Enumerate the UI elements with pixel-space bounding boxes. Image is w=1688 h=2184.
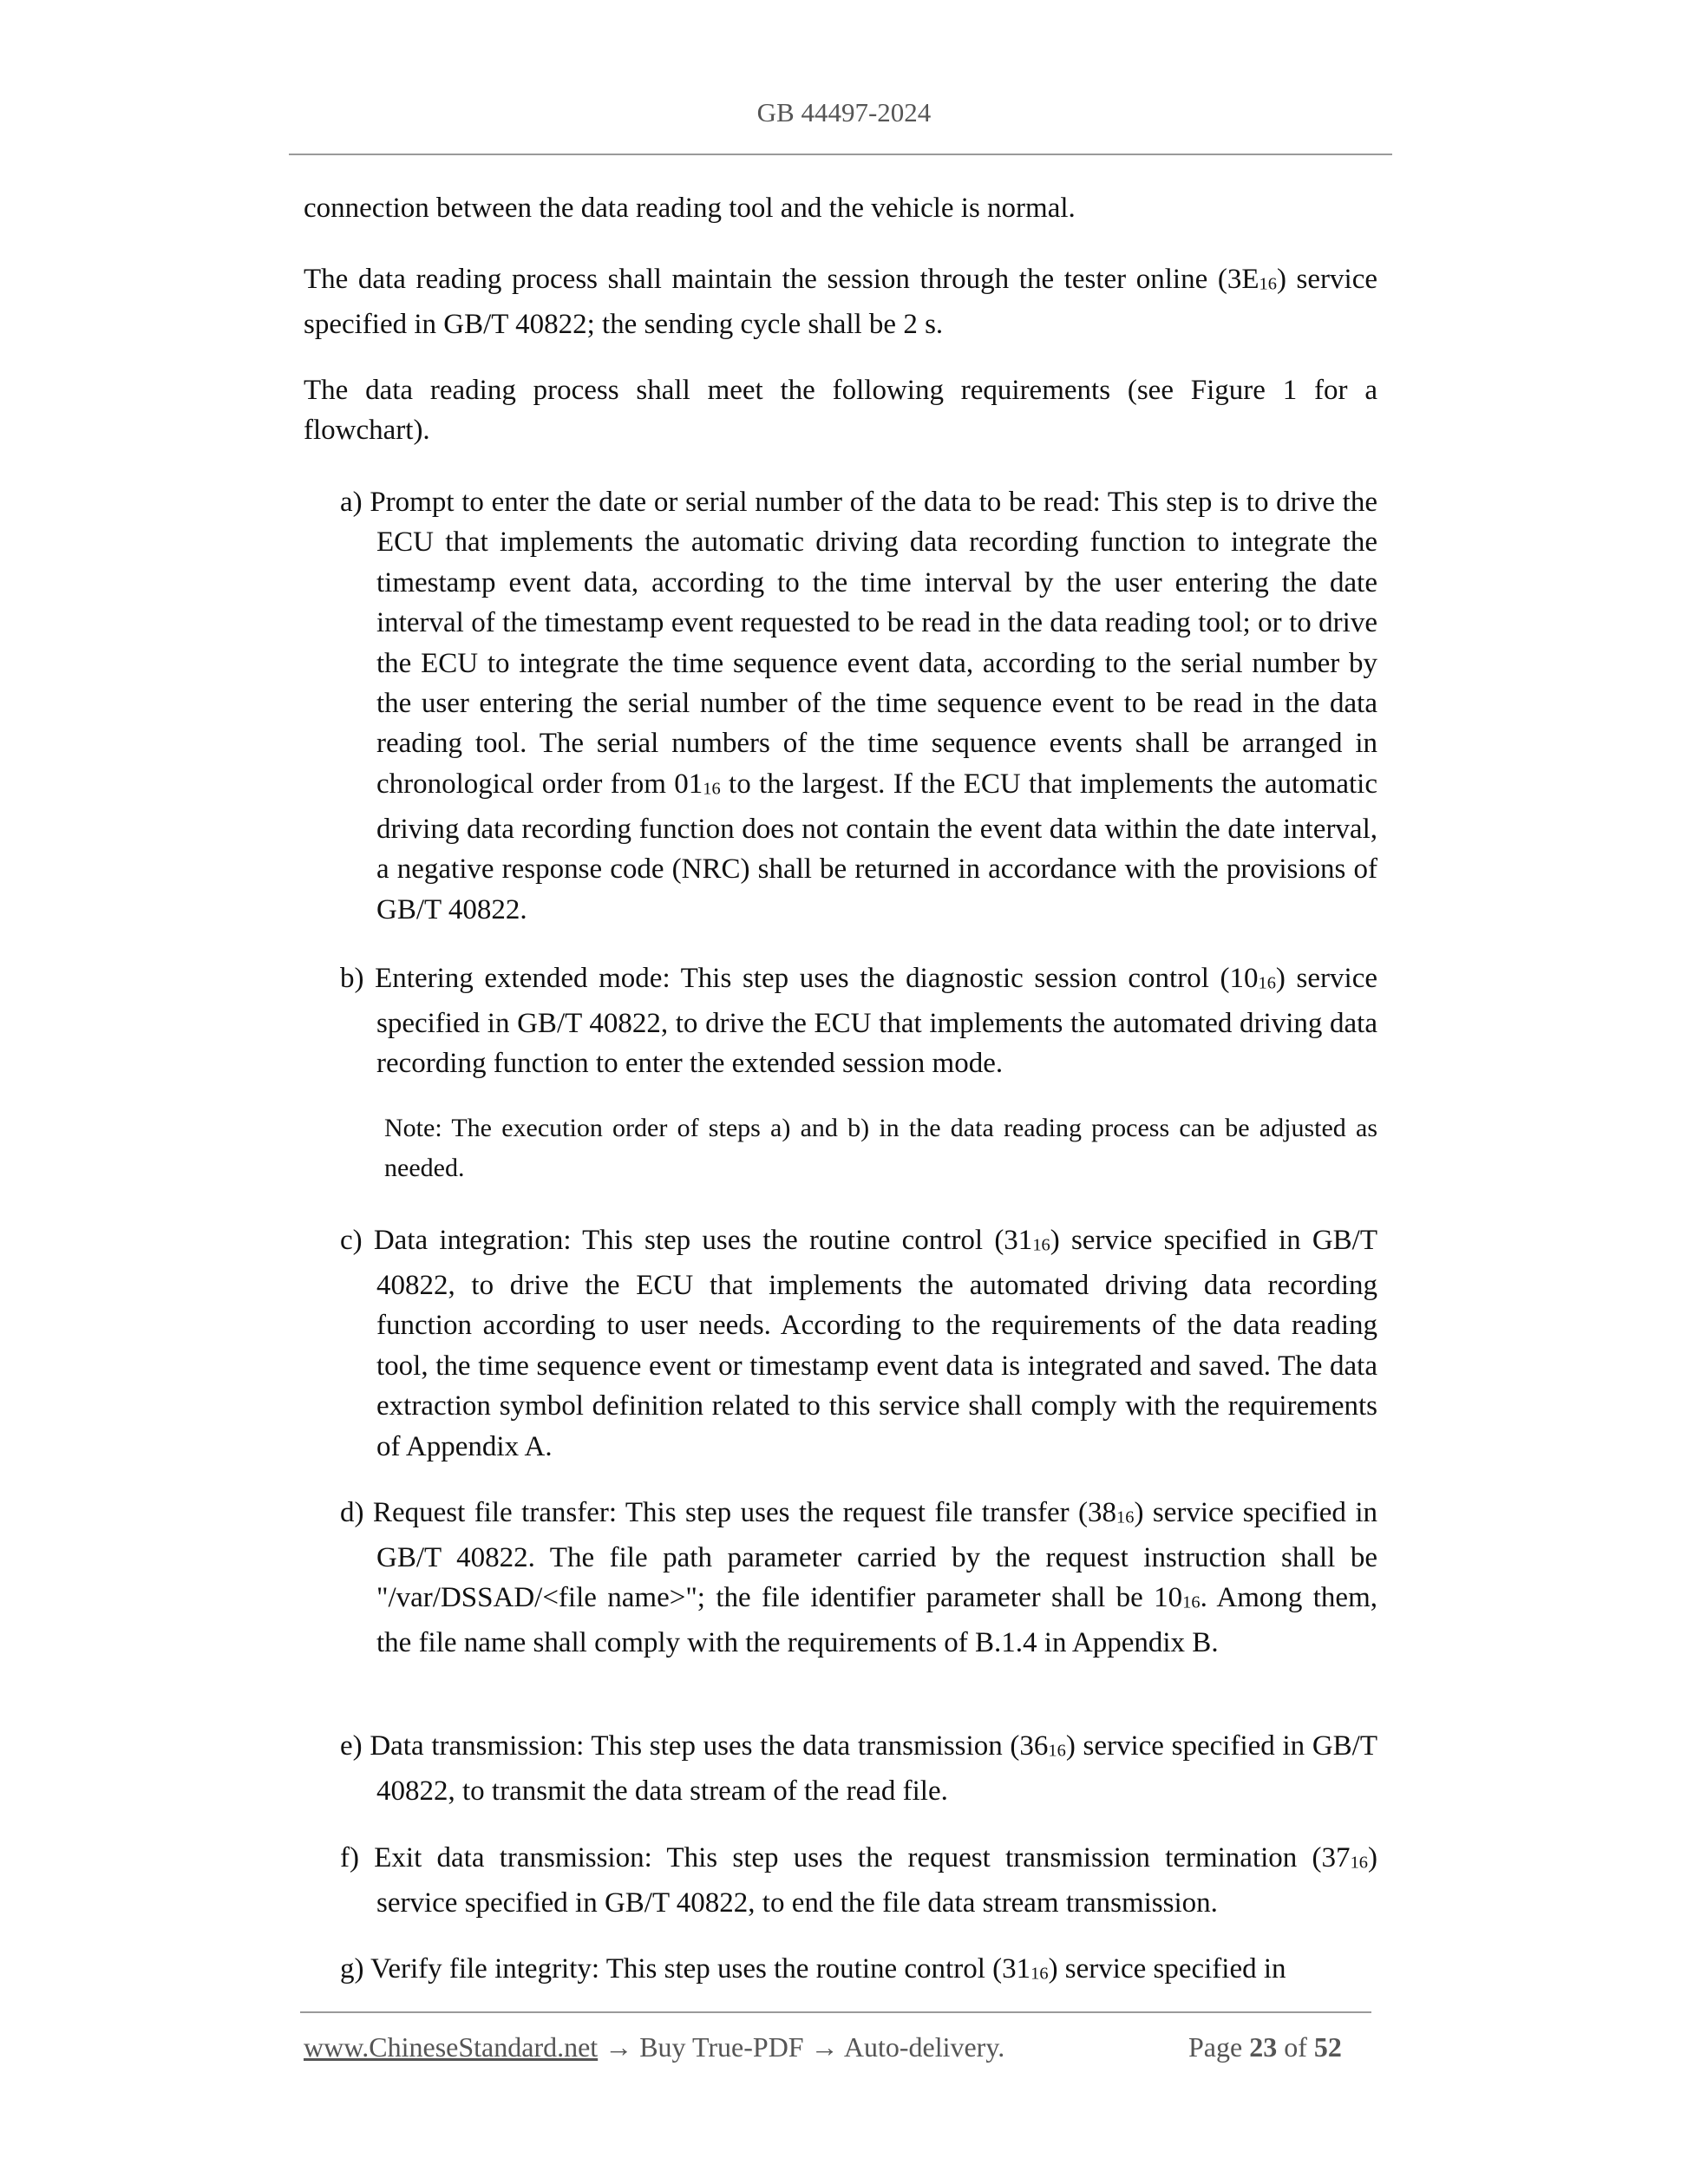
subscript-base: 16 [1350, 1853, 1368, 1873]
subscript-base: 16 [1259, 274, 1277, 294]
text-segment: Note: The execution order of steps a) and b) in the data reading process can be adjusted as needed. [384, 1114, 1377, 1183]
of-label: of [1284, 2031, 1307, 2063]
list-item-e [340, 1726, 1377, 1811]
subscript-base: 16 [1258, 973, 1276, 993]
text-segment: . Among them, the file name shall comply with the requirements of B.1.4 in Appendix B. [376, 1582, 1377, 1659]
text-segment: e) Data transmission: This step uses the data transmission (36 [340, 1730, 1049, 1762]
text-segment: a) Prompt to enter the date or serial number of the data to be read: This step is to drive the ECU that implements the automatic driving data recording function to integrate the timestamp event data, according to the time interval by the user entering the date interval of the timestamp event requested to be read in the data reading tool; or to drive the ECU to integrate the time sequence event data, according to the serial number by the user entering the serial number of the time sequence event to be read in the data reading tool. The serial numbers of the time sequence events shall be arranged in chronological order from 01 [340, 487, 1377, 800]
list-item-d [340, 1493, 1377, 1664]
paragraph-requirements [304, 370, 1377, 451]
buy-true-pdf-text: Buy True-PDF [639, 2031, 804, 2063]
text-segment: ) service specified in [1048, 1953, 1286, 1985]
subscript-base: 16 [1032, 1235, 1050, 1255]
text-segment: The data reading process shall maintain the session through the tester online (3E [304, 264, 1259, 295]
list-item-c [340, 1220, 1377, 1467]
text-segment: g) Verify file integrity: This step uses the routine control (31 [340, 1953, 1031, 1985]
text-segment: ) service specified in GB/T 40822, to drive the ECU that implements the automated driving data recording function to enter the extended session mode. [376, 963, 1377, 1080]
auto-delivery-text: Auto-delivery. [843, 2031, 1005, 2063]
text-segment: b) Entering extended mode: This step uses the diagnostic session control (10 [340, 963, 1259, 994]
text-segment: d) Request file transfer: This step uses the request file transfer (38 [340, 1497, 1117, 1528]
page-indicator [1188, 2031, 1342, 2063]
header-divider [289, 154, 1392, 155]
document-id-header: GB 44497-2024 [756, 97, 932, 128]
text-segment: c) Data integration: This step uses the routine control (31 [340, 1225, 1033, 1256]
footer-promo [304, 2031, 1004, 2063]
page-total: 52 [1313, 2031, 1342, 2063]
paragraph-connection [304, 188, 1377, 228]
text-segment: ) service specified in GB/T 40822, to end the file data stream transmission. [376, 1842, 1377, 1919]
list-item-b [340, 958, 1377, 1084]
note [384, 1108, 1377, 1189]
chinesestandard-link[interactable]: www.ChineseStandard.net [304, 2031, 599, 2063]
subscript-base: 16 [1030, 1964, 1049, 1984]
subscript-base: 16 [1182, 1593, 1201, 1613]
text-segment: ) service specified in GB/T 40822; the sending cycle shall be 2 s. [304, 264, 1377, 341]
text-segment: connection between the data reading tool and the vehicle is normal. [304, 193, 1076, 224]
list-item-f [340, 1838, 1377, 1923]
text-segment: f) Exit data transmission: This step uses the request transmission termination (37 [340, 1842, 1351, 1873]
list-item-g [340, 1949, 1377, 1994]
text-segment: ) service specified in GB/T 40822, to drive the ECU that implements the automated driving data recording function according to user needs. According to the requirements of the data reading tool, the time sequence event or timestamp event data is integrated and saved. The data extraction symbol definition related to this service shall comply with the requirements of Appendix A. [376, 1225, 1377, 1462]
page-number: 23 [1249, 2031, 1278, 2063]
footer-divider [300, 2011, 1371, 2013]
text-segment: ) service specified in GB/T 40822, to transmit the data stream of the read file. [376, 1730, 1377, 1808]
subscript-base: 16 [703, 779, 721, 799]
subscript-base: 16 [1048, 1741, 1066, 1761]
subscript-base: 16 [1116, 1507, 1135, 1527]
page-label: Page [1188, 2031, 1243, 2063]
text-segment: to the largest. If the ECU that implements the automatic driving data recording function does not contain the event data within the date interval, a negative response code (NRC) shall be returned in accordance with the provisions of GB/T 40822. [376, 768, 1377, 925]
arrow-right-icon: → [810, 2031, 839, 2063]
text-segment: ) service specified in GB/T 40822. The file path parameter carried by the request instruction shall be "/var/DSSAD/<file name>"; the file identifier parameter shall be 10 [376, 1497, 1377, 1614]
paragraph-session [304, 259, 1377, 344]
arrow-right-icon: → [605, 2031, 633, 2063]
text-segment: The data reading process shall meet the following requirements (see Figure 1 for a flowchart). [304, 375, 1377, 447]
list-item-a [340, 482, 1377, 930]
